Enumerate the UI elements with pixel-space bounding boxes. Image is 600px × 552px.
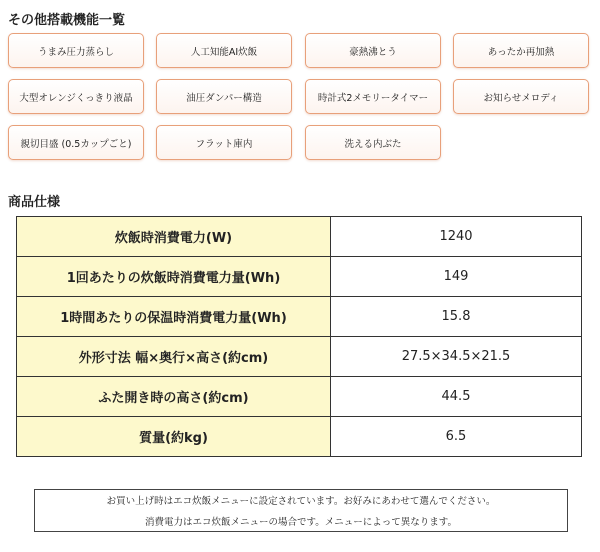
spec-row [17,417,582,457]
feature-item: 洗える内ぶた [305,125,441,160]
feature-item: 油圧ダンパー構造 [156,79,292,114]
spec-label: 1回あたりの炊飯時消費電力量(Wh) [17,257,331,297]
spec-value: 27.5×34.5×21.5 [331,337,582,377]
feature-item: 親切目盛 (0.5カップごと) [8,125,144,160]
note-line: お買い上げ時はエコ炊飯メニューに設定されています。お好みにあわせて選んでください。 [106,496,496,507]
spec-row [17,217,582,257]
features-heading: その他搭載機能一覧 [8,13,126,28]
spec-label: 炊飯時消費電力(W) [17,217,331,257]
feature-item: あったか再加熱 [453,33,589,68]
feature-item: フラット庫内 [156,125,292,160]
feature-item: 時計式2メモリータイマー [305,79,441,114]
spec-label: 質量(約kg) [17,417,331,457]
note-line: 消費電力はエコ炊飯メニューの場合です。メニューによって異なります。 [145,517,457,528]
feature-item: 人工知能AI炊飯 [156,33,292,68]
spec-label: ふた開き時の高さ(約cm) [17,377,331,417]
note-box [34,489,568,532]
feature-item: うまみ圧力蒸らし [8,33,144,68]
feature-item: 大型オレンジくっきり液晶 [8,79,144,114]
feature-item: お知らせメロディ [453,79,589,114]
spec-value: 44.5 [331,377,582,417]
spec-row [17,297,582,337]
spec-label: 外形寸法 幅×奥行×高さ(約cm) [17,337,331,377]
spec-value: 1240 [331,217,582,257]
spec-row [17,337,582,377]
spec-row [17,257,582,297]
spec-value: 149 [331,257,582,297]
feature-item: 豪熱沸とう [305,33,441,68]
spec-heading: 商品仕様 [8,195,61,210]
spec-table [16,216,582,457]
spec-value: 6.5 [331,417,582,457]
spec-value: 15.8 [331,297,582,337]
spec-row [17,377,582,417]
spec-label: 1時間あたりの保温時消費電力量(Wh) [17,297,331,337]
